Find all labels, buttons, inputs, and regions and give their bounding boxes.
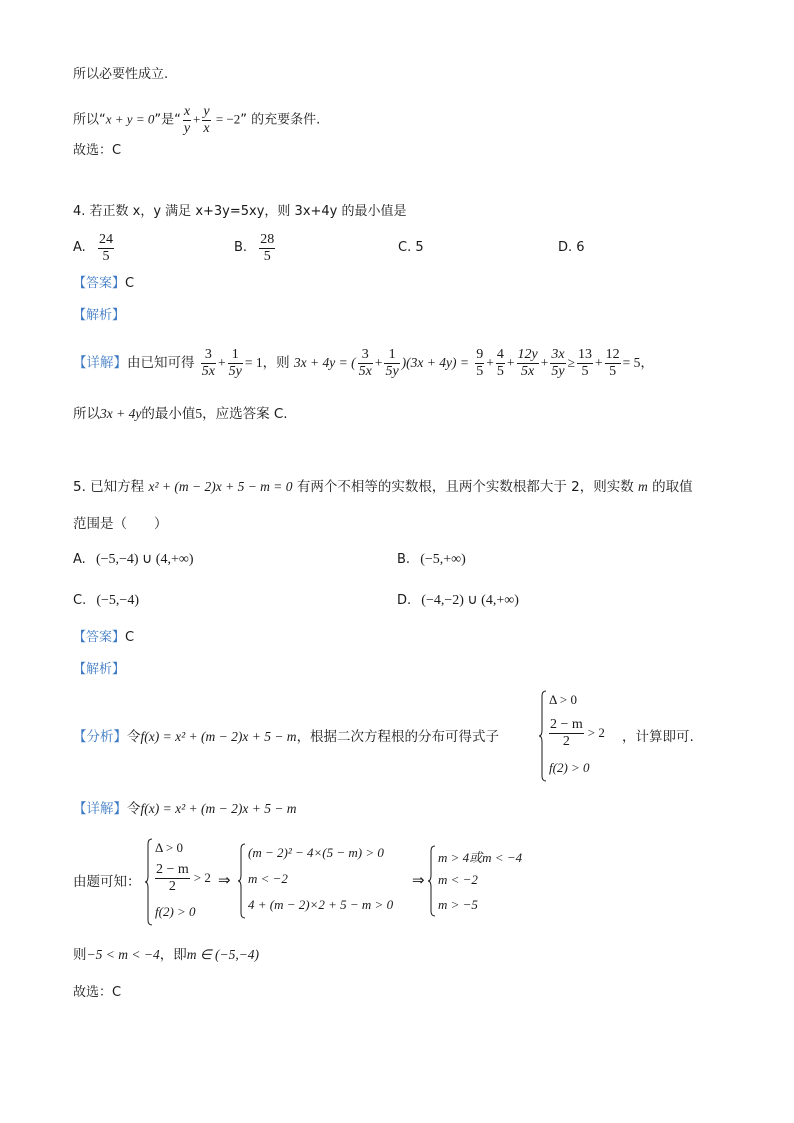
fraction: $\frac{24}{5}$ [98, 231, 113, 264]
math-expr: 5 [195, 406, 203, 421]
option-d [397, 592, 519, 610]
text-fragment: 则 [73, 947, 87, 963]
inequality-system [145, 838, 217, 926]
fraction: $\frac{x}{y}$ [183, 104, 191, 136]
math-expr: x² + (m − 2)x + 5 − m = 0 [148, 479, 293, 494]
option-value: (−5,−4) ∪ (4,+∞) [95, 552, 194, 567]
math-expr: f(x) = x² + (m − 2)x + 5 − m [140, 729, 297, 744]
math-expr: = 1，则 [244, 355, 290, 370]
math-expr: ≥ [567, 355, 576, 370]
option-label: B. [234, 240, 248, 255]
brace-icon [428, 845, 436, 917]
question-stem-cont: 范围是（ ） [73, 516, 168, 532]
system-row: $\frac{2 - m}{2}$ > 2 [156, 862, 211, 894]
text-fragment: 所以 [73, 406, 100, 422]
question-stem [73, 478, 693, 496]
system-row: m < −2 [438, 872, 478, 887]
option-a [73, 230, 116, 266]
math-expr: 3x + 4y = ( [293, 355, 356, 370]
conclusion-line [73, 946, 259, 964]
text-fragment: ，计算即可. [622, 729, 694, 745]
text-fragment: ”是“ [154, 112, 181, 128]
text-fragment: ，应选答案 C. [202, 406, 288, 422]
answer-tag: 【答案】 [73, 276, 126, 291]
text-fragment: ，根据二次方程根的分布可得式子 [296, 729, 500, 745]
option-label: C. [73, 593, 87, 608]
brace-icon [238, 843, 246, 919]
math-expr: −5 < m < −4 [86, 947, 160, 962]
system-row: f(2) > 0 [155, 904, 196, 919]
analysis-sub-tag: 【分析】 [73, 729, 127, 745]
option-label: A. [73, 240, 86, 255]
answer-line [73, 275, 134, 293]
conclusion-line [73, 405, 288, 423]
option-a [73, 551, 194, 569]
fraction: $\frac{28}{5}$ [260, 231, 275, 264]
option-value: (−5,+∞) [420, 552, 466, 567]
option-label: D. [397, 593, 412, 608]
brace-icon [145, 838, 153, 926]
inequality-system [428, 845, 538, 917]
answer-tag: 【答案】 [73, 630, 126, 645]
implies-arrow: ⇒ [218, 873, 231, 889]
final-answer: 故选：C [73, 985, 122, 1000]
fraction: $\frac{3}{5x}$ [358, 347, 372, 379]
fraction: $\frac{3x}{5y}$ [551, 347, 565, 379]
text-line: 故选：C [73, 143, 122, 158]
analysis-tag: 【解析】 [73, 662, 126, 677]
derivation-label: 由题可知： [73, 874, 141, 890]
system-row: (m − 2)² − 4×(5 − m) > 0 [248, 845, 384, 860]
text-fragment: 令 [127, 729, 141, 745]
math-expr: x + y = 0 [105, 111, 155, 127]
system-row: Δ > 0 [549, 692, 577, 707]
system-row: m > −5 [438, 897, 478, 912]
math-expr: 3x + 4y [100, 406, 142, 421]
fraction: $\frac{4}{5}$ [496, 347, 504, 379]
option-label: B. [397, 552, 411, 567]
fraction: $\frac{1}{5y}$ [385, 347, 399, 379]
system-row: m < −2 [248, 871, 288, 886]
text-fragment: 5. 已知方程 [73, 479, 145, 495]
fraction: $\frac{y}{x}$ [203, 104, 210, 136]
text-fragment: 令 [127, 801, 141, 817]
option-value: (−5,−4) [96, 593, 139, 608]
math-expr: f(x) = x² + (m − 2)x + 5 − m [140, 801, 297, 816]
brace-icon [539, 690, 547, 782]
fraction: $\frac{3}{5x}$ [201, 347, 216, 379]
math-expr: = −2 [212, 111, 241, 127]
option-c [73, 592, 139, 610]
detail-tag: 【详解】 [73, 355, 127, 371]
text-fragment: 的最小值 [141, 406, 196, 422]
math-expr: )(3x + 4y) = [401, 355, 469, 370]
math-expr: m ∈ (−5,−4) [186, 947, 260, 962]
system-row: m > 4或m < −4 [438, 850, 523, 865]
text-fragment: ，即 [159, 947, 187, 963]
option-d: D. 6 [558, 240, 585, 255]
math-expr: m [638, 479, 648, 494]
answer-value: C [125, 276, 135, 291]
option-value: (−4,−2) ∪ (4,+∞) [421, 593, 519, 608]
option-b [397, 551, 466, 569]
fraction: $\frac{12y}{5x}$ [517, 347, 538, 379]
system-row: 4 + (m − 2)×2 + 5 − m > 0 [248, 897, 394, 912]
option-b [234, 230, 277, 266]
inequality-system [539, 690, 619, 782]
text-fragment: 所以“ [73, 112, 106, 128]
answer-line [73, 629, 134, 647]
inequality-system [238, 843, 408, 919]
answer-value: C [125, 630, 135, 645]
implies-arrow: ⇒ [412, 873, 425, 889]
detail-line: 【详解】由已知可得 $\frac{3}{5x}$ + $\frac{1}{5y}$ = 1，则 3x + 4y = ( $\frac{3}{5x}$ + $\frac{1}{5y}$ )(3x + 4y) = $\frac{9}{5}$ + $\frac{4}{5}$ + $\frac{12y}{5x}$ + $\frac{3x}{5y}$ ≥ $\frac{13}{5}$ + $\frac{12}{5}$ = 5， [73, 347, 654, 379]
option-label: A. [73, 552, 86, 567]
question-stem: 4. 若正数 x，y 满足 x+3y=5xy，则 3x+4y 的最小值是 [73, 204, 407, 219]
analysis-tag: 【解析】 [73, 308, 126, 323]
text-fragment: 有两个不相等的实数根，且两个实数根都大于 2，则实数 [296, 479, 634, 495]
fraction: $\frac{13}{5}$ [578, 347, 593, 379]
text-fragment: 的取值 [652, 479, 693, 495]
text-line: 所以“x + y = 0”是“ $\frac{x}{y}$ + $\frac{y}{x}$ = −2” 的充要条件. [73, 104, 321, 136]
analysis-line [73, 728, 499, 746]
text-fragment: 由已知可得 [127, 355, 195, 371]
system-row: $\frac{2 - m}{2}$ > 2 [550, 717, 605, 749]
fraction: $\frac{9}{5}$ [476, 347, 484, 379]
fraction: $\frac{12}{5}$ [605, 347, 620, 379]
math-expr: = 5， [622, 355, 654, 370]
text-fragment: ” 的充要条件. [240, 112, 321, 128]
option-c: C. 5 [398, 240, 424, 255]
text-line: 所以必要性成立. [73, 67, 169, 82]
detail-line [73, 800, 297, 818]
fraction: $\frac{1}{5y}$ [228, 347, 242, 379]
system-row: f(2) > 0 [549, 760, 590, 775]
system-row: Δ > 0 [155, 840, 183, 855]
detail-tag: 【详解】 [73, 801, 127, 817]
